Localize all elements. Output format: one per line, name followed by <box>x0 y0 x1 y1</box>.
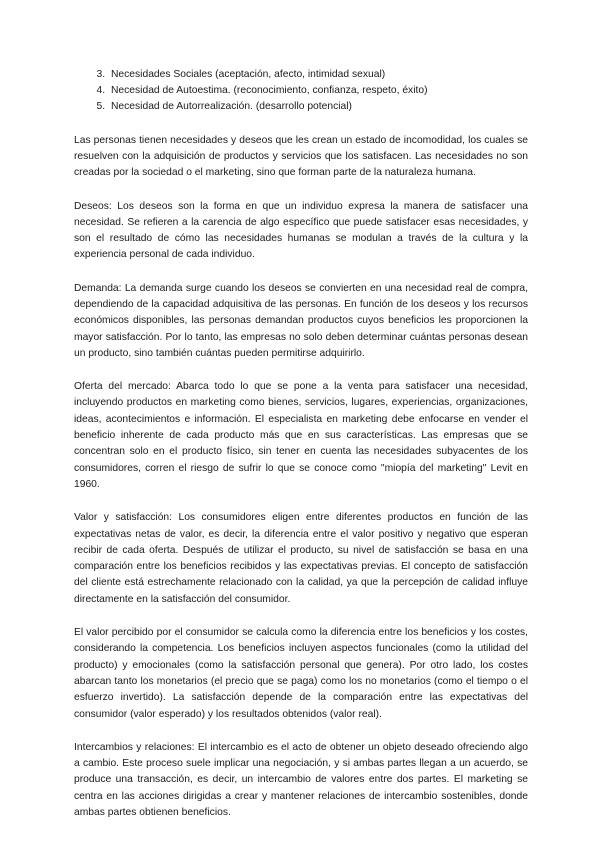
list-item: 5. Necesidad de Autorrealización. (desarrollo potencial) <box>108 99 528 115</box>
list-item: 3. Necesidades Sociales (aceptación, afecto, intimidad sexual) <box>108 67 528 83</box>
paragraph-valor-satisfaccion: Valor y satisfacción: Los consumidores eligen entre diferentes productos en función de las expectativas netas de valor, es decir, la diferencia entre el valor positivo y negativo que esperan recibir de cada oferta. Después de utilizar el producto, su nivel de satisfacción se basa en una comparación entre los beneficios recibidos y las expectativas previas. El concepto de satisfacción del cliente está estrechamente relacionado con la calidad, ya que la percepción de calidad influye directamente en la satisfacción del consumidor. <box>74 512 528 605</box>
list-item: 4. Necesidad de Autoestima. (reconocimiento, confianza, respeto, éxito) <box>108 83 528 99</box>
paragraph-demanda: Demanda: La demanda surge cuando los deseos se convierten en una necesidad real de compra, dependiendo de la capacidad adquisitiva de las personas. En función de los deseos y los recursos económicos disponibles, las personas demandan productos cuyos beneficios les proporcionen la mayor satisfacción. Por lo tanto, las empresas no solo deben determinar cuántas personas desean un producto, sino también cuántas pueden permitirse adquirirlo. <box>74 282 528 359</box>
paragraph-needs-intro: Las personas tienen necesidades y deseos que les crean un estado de incomodidad, los cuales se resuelven con la adquisición de productos y servicios que los satisfacen. Las necesidades no son creadas por la sociedad o el marketing, sino que forman parte de la naturaleza humana. <box>74 134 528 179</box>
needs-list <box>74 67 528 116</box>
paragraph-oferta-mercado: Oferta del mercado: Abarca todo lo que se pone a la venta para satisfacer una necesidad, incluyendo productos en marketing como bienes, servicios, lugares, experiencias, organizaciones, ideas, acontecimientos e información. El especialista en marketing debe enfocarse en vender el beneficio inherente de cada producto más que en sus características. Las empresas que se concentran solo en el producto físico, sin tener en cuenta las necesidades subyacentes de los consumidores, corren el riesgo de sufrir lo que se conoce como "miopía del marketing" Levit en 1960. <box>74 381 528 490</box>
document-page <box>74 67 528 838</box>
paragraph-intercambios: Intercambios y relaciones: El intercambio es el acto de obtener un objeto deseado ofreciendo algo a cambio. Este proceso suele implicar una negociación, y si ambas partes llegan a un acuerdo, se produce una transacción, es decir, un intercambio de valores entre dos partes. El marketing se centra en las acciones dirigidas a crear y mantener relaciones de intercambio sostenibles, donde ambas partes obtienen beneficios. <box>74 741 528 818</box>
paragraph-valor-percibido: El valor percibido por el consumidor se calcula como la diferencia entre los beneficios y los costes, considerando la competencia. Los beneficios incluyen aspectos funcionales (como la utilidad del producto) y emocionales (como la satisfacción personal que genera). Por otro lado, los costes abarcan tanto los monetarios (el precio que se paga) como los no monetarios (como el tiempo o el esfuerzo invertido). La satisfacción depende de la comparación entre las expectativas del consumidor (valor esperado) y los resultados obtenidos (valor real). <box>74 627 528 720</box>
paragraph-deseos: Deseos: Los deseos son la forma en que un individuo expresa la manera de satisfacer una necesidad. Se refieren a la carencia de algo específico que puede satisfacer esas necesidades, y son el resultado de cómo las necesidades humanas se modulan a través de la cultura y la experiencia personal de cada individuo. <box>74 200 528 261</box>
